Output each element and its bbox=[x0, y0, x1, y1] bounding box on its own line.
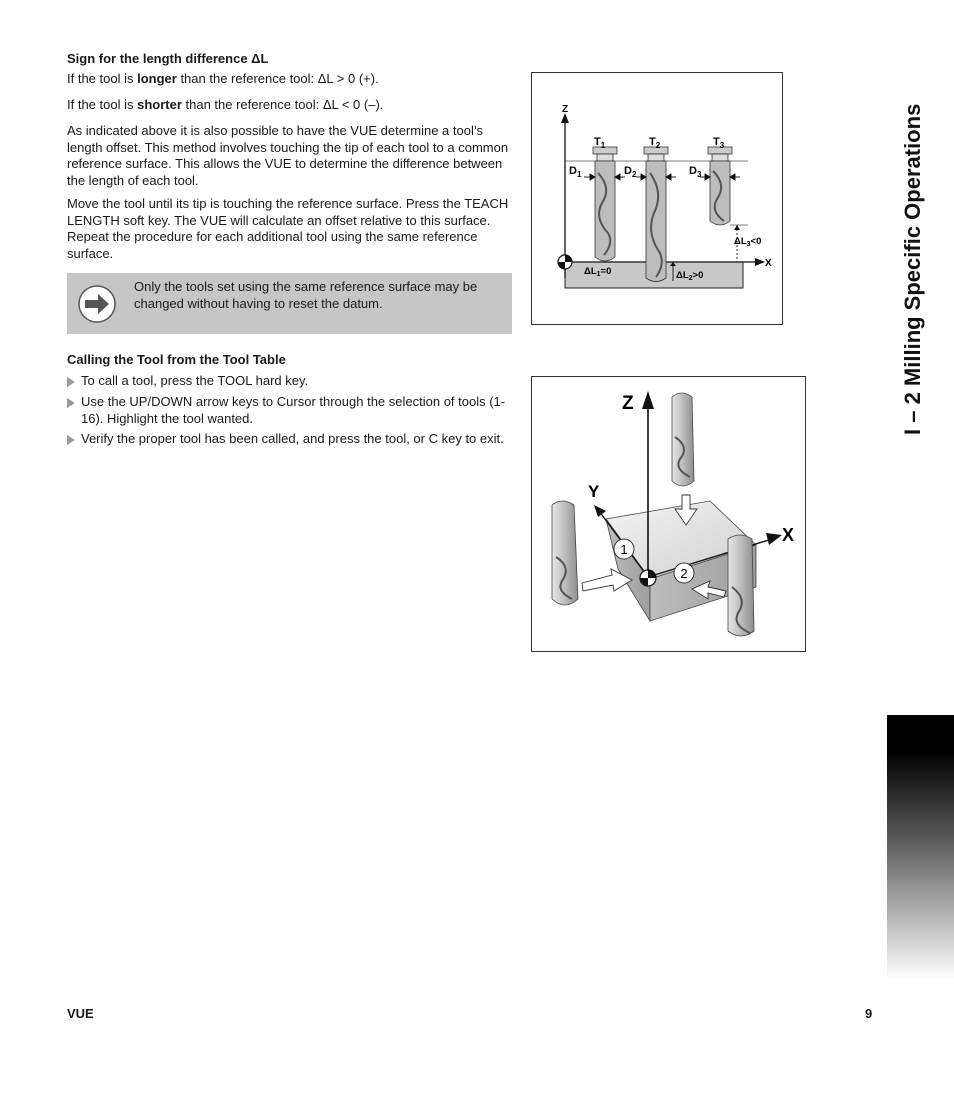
diameter-label-d2: $D_2$ bbox=[624, 165, 637, 179]
list-item-text: Verify the proper tool has been called, and press the tool, or C key to exit. bbox=[81, 431, 504, 446]
text: than the reference tool: ΔL < 0 (–). bbox=[181, 97, 384, 112]
text: If the tool is bbox=[67, 71, 138, 86]
text: If the tool is bbox=[67, 97, 138, 112]
z-axis-label: Z bbox=[622, 393, 634, 414]
list-item-text: Use the UP/DOWN arrow keys to Cursor through the selection of tools (1-16). Highlight the tool wanted. bbox=[81, 394, 506, 426]
note-box bbox=[67, 273, 512, 334]
paragraph-longer bbox=[67, 71, 379, 88]
chapter-side-title-text: I – 2 Milling Specific Operations bbox=[900, 103, 925, 435]
tool-1-icon bbox=[593, 147, 617, 261]
list-item bbox=[67, 431, 512, 448]
bullet-triangle-icon bbox=[67, 435, 75, 445]
text: than the reference tool: ΔL > 0 (+). bbox=[176, 71, 379, 86]
callout-1: 1 bbox=[620, 542, 628, 557]
delta-l2-label: $\Delta L_2>0$ bbox=[676, 270, 704, 282]
section-heading-calling-tool: Calling the Tool from the Tool Table bbox=[67, 352, 286, 367]
tool-3-icon bbox=[708, 147, 732, 225]
delta-l3-label: $\Delta L_3<0$ bbox=[734, 236, 762, 248]
tool-length-figure bbox=[531, 72, 783, 325]
footer-product-name: VUE bbox=[67, 1006, 94, 1021]
x-axis-label: X bbox=[782, 525, 795, 545]
workpiece-axes-figure bbox=[531, 376, 806, 652]
list-item-text: To call a tool, press the TOOL hard key. bbox=[81, 373, 309, 388]
list-item bbox=[67, 373, 512, 390]
paragraph-offset-method: As indicated above it is also possible to have the VUE determine a tool’s length offset. This method involves touching the tip of each tool to a common reference surface. This allows the VUE to determine the difference between the length of each tool. bbox=[67, 123, 509, 188]
datum-icon bbox=[558, 255, 572, 269]
tool-2-icon bbox=[644, 147, 668, 282]
footer-page-number: 9 bbox=[865, 1006, 873, 1021]
tool-label-t2: $T_2$ bbox=[649, 136, 661, 150]
callout-2: 2 bbox=[680, 566, 688, 581]
emphasis-longer: longer bbox=[137, 71, 177, 86]
datum-icon bbox=[640, 570, 656, 586]
paragraph-teach-length: Move the tool until its tip is touching the reference surface. Press the TEACH LENGTH soft key. The VUE will calculate an offset relative to this surface. Repeat the procedure for each additional tool using the same reference surface. bbox=[67, 196, 509, 261]
diameter-label-d1: $D_1$ bbox=[569, 165, 582, 179]
note-text: Only the tools set using the same reference surface may be changed without having to reset the datum. bbox=[134, 279, 478, 311]
diameter-label-d3: $D_3$ bbox=[689, 165, 702, 179]
bullet-triangle-icon bbox=[67, 377, 75, 387]
delta-l1-label: $\Delta L_1=0$ bbox=[584, 266, 612, 278]
tool-label-t1: $T_1$ bbox=[594, 136, 606, 150]
chapter-tab bbox=[887, 715, 954, 980]
tool-label-t3: $T_3$ bbox=[713, 136, 725, 150]
list-item bbox=[67, 394, 512, 427]
y-axis-label: Y bbox=[588, 482, 600, 501]
x-axis-label: X bbox=[765, 258, 772, 269]
tool-right-icon bbox=[728, 535, 754, 636]
tool-top-icon bbox=[672, 393, 694, 486]
tool-left-icon bbox=[552, 501, 578, 605]
z-axis-label: Z bbox=[562, 104, 569, 115]
paragraph-shorter bbox=[67, 97, 383, 114]
bullet-triangle-icon bbox=[67, 398, 75, 408]
section-heading-length-difference: Sign for the length difference ΔL bbox=[67, 51, 269, 66]
emphasis-shorter: shorter bbox=[137, 97, 182, 112]
arrow-right-icon bbox=[77, 284, 117, 324]
